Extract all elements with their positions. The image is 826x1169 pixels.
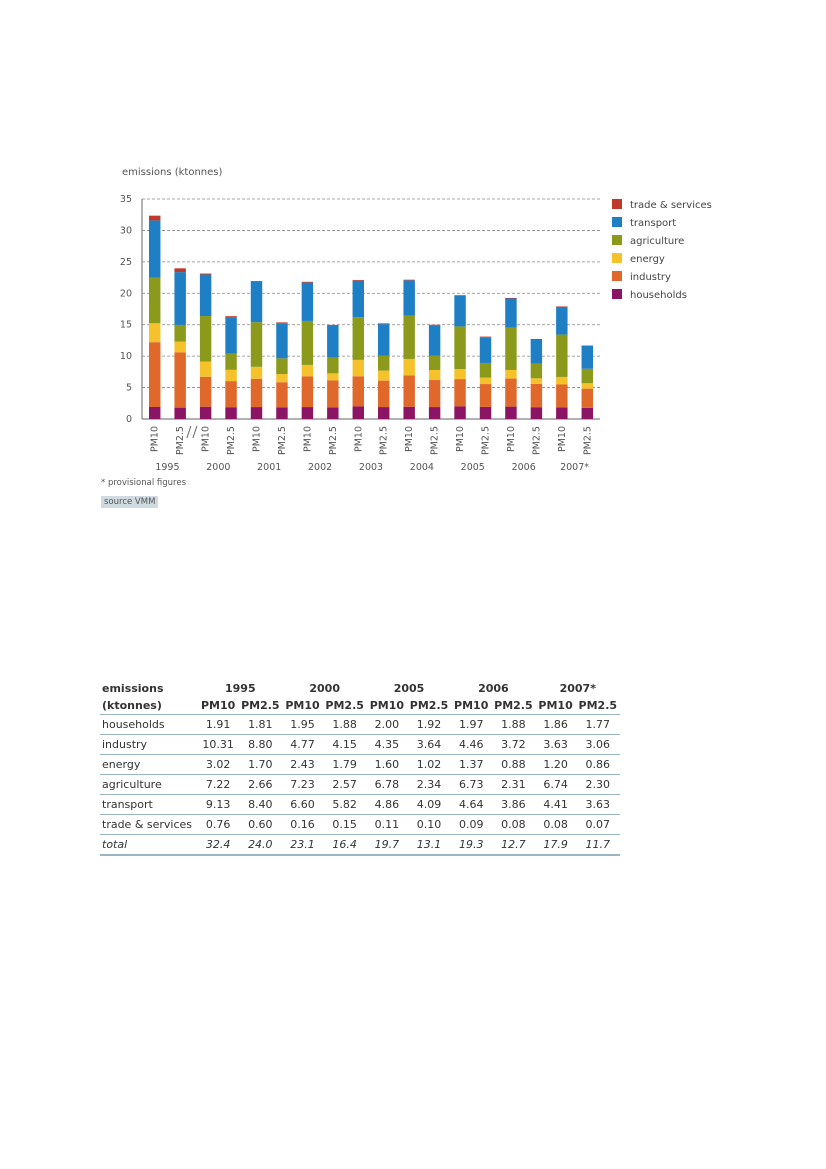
row-label: transport xyxy=(100,795,198,815)
bar-segment xyxy=(556,335,567,377)
table-row xyxy=(100,755,620,775)
row-label: households xyxy=(100,715,198,735)
bar-segment xyxy=(302,407,313,419)
bar-segment xyxy=(556,306,567,307)
year-label: 1995 xyxy=(155,462,180,473)
x-tick-label: PM10 xyxy=(353,426,365,453)
bar-segment xyxy=(454,295,465,296)
legend-swatch xyxy=(612,253,622,263)
x-tick-label: PM10 xyxy=(200,426,212,453)
bar-segment xyxy=(480,378,491,384)
bar-segment xyxy=(276,323,287,358)
bar-segment xyxy=(582,389,593,408)
table-cell: 0.09 xyxy=(451,815,491,835)
bar-segment xyxy=(378,407,389,419)
table-subhead-row xyxy=(100,697,620,715)
year-label: 2001 xyxy=(257,462,282,473)
table-cell: 4.86 xyxy=(367,795,407,815)
table-cell: 10.31 xyxy=(198,735,238,755)
y-tick-label: 25 xyxy=(119,256,132,268)
bar-segment xyxy=(454,406,465,419)
table-row xyxy=(100,815,620,835)
bar-segment xyxy=(174,268,185,272)
bar-segment xyxy=(378,371,389,381)
table-year-header: 2006 xyxy=(478,682,509,695)
table-cell: 1.88 xyxy=(491,715,535,735)
bar-segment xyxy=(327,326,338,358)
bar-segment xyxy=(403,316,414,359)
table-cell: 6.60 xyxy=(283,795,323,815)
y-axis-title: emissions (ktonnes) xyxy=(122,167,223,178)
legend-swatch xyxy=(612,289,622,299)
table-row xyxy=(100,795,620,815)
table-cell: 1.79 xyxy=(323,755,367,775)
table-cell: 8.40 xyxy=(238,795,282,815)
x-tick-label: PM2.5 xyxy=(582,426,594,456)
bar-segment xyxy=(225,316,236,317)
x-tick-label: PM10 xyxy=(505,426,517,453)
bar-segment xyxy=(531,339,542,340)
bar-segment xyxy=(505,370,516,379)
table-cell: 24.0 xyxy=(238,835,282,856)
table-cell: 0.60 xyxy=(238,815,282,835)
bar-segment xyxy=(276,374,287,382)
bar-segment xyxy=(480,337,491,338)
legend-label: industry xyxy=(630,272,671,283)
table-cell: 23.1 xyxy=(283,835,323,856)
bar-segment xyxy=(480,363,491,378)
table-subheader: PM10 xyxy=(451,697,491,715)
x-tick-label: PM10 xyxy=(302,426,314,453)
bar-segment xyxy=(556,384,567,407)
bar-segment xyxy=(353,317,364,360)
bar-segment xyxy=(429,380,440,407)
legend-swatch xyxy=(612,199,622,209)
table-cell: 1.77 xyxy=(576,715,620,735)
bar-segment xyxy=(582,408,593,419)
bar-segment xyxy=(353,360,364,376)
bar-segment xyxy=(378,381,389,407)
table-cell: 2.57 xyxy=(323,775,367,795)
x-tick-label: PM2.5 xyxy=(378,426,390,456)
x-tick-label: PM2.5 xyxy=(480,426,492,456)
table-cell: 4.64 xyxy=(451,795,491,815)
bar-segment xyxy=(582,346,593,369)
bar-segment xyxy=(174,325,185,342)
bar-segment xyxy=(353,281,364,317)
table-cell: 0.15 xyxy=(323,815,367,835)
x-tick-label: PM2.5 xyxy=(327,426,339,456)
bar-segment xyxy=(225,407,236,419)
bar-segment xyxy=(429,325,440,326)
y-tick-label: 30 xyxy=(119,225,132,237)
row-label: agriculture xyxy=(100,775,198,795)
table-cell: 12.7 xyxy=(491,835,535,856)
bar-segment xyxy=(149,323,160,342)
table-head-label-1: emissions xyxy=(102,682,164,695)
bar-segment xyxy=(149,407,160,419)
row-label: total xyxy=(100,835,198,856)
bar-segment xyxy=(225,317,236,354)
table-cell: 6.78 xyxy=(367,775,407,795)
bar-segment xyxy=(302,365,313,376)
bar-segment xyxy=(327,407,338,419)
bar-segment xyxy=(582,383,593,388)
x-tick-label: PM10 xyxy=(455,426,467,453)
y-tick-label: 20 xyxy=(119,288,132,300)
table-cell: 19.7 xyxy=(367,835,407,856)
bar-segment xyxy=(225,381,236,407)
bar-segment xyxy=(251,379,262,407)
bar-segment xyxy=(378,323,389,324)
bar-segment xyxy=(556,407,567,419)
table-cell: 2.66 xyxy=(238,775,282,795)
table-cell: 0.86 xyxy=(576,755,620,775)
table-cell: 16.4 xyxy=(323,835,367,856)
year-label: 2005 xyxy=(460,462,485,473)
bar-segment xyxy=(378,356,389,371)
bar-segment xyxy=(174,352,185,407)
bar-segment xyxy=(276,382,287,407)
bar-segment xyxy=(403,280,414,281)
x-tick-label: PM2.5 xyxy=(429,426,441,456)
bar-segment xyxy=(353,376,364,406)
bar-segment xyxy=(531,407,542,419)
table-cell: 6.73 xyxy=(451,775,491,795)
table-cell: 4.41 xyxy=(536,795,576,815)
table-subheader: PM10 xyxy=(367,697,407,715)
table-cell: 0.16 xyxy=(283,815,323,835)
legend-swatch xyxy=(612,271,622,281)
table-cell: 2.00 xyxy=(367,715,407,735)
bar-segment xyxy=(429,356,440,370)
table-cell: 7.22 xyxy=(198,775,238,795)
table-cell: 4.35 xyxy=(367,735,407,755)
provisional-note: * provisional figures xyxy=(101,478,186,488)
table-cell: 1.20 xyxy=(536,755,576,775)
y-tick-label: 10 xyxy=(119,351,132,363)
bar-segment xyxy=(429,370,440,380)
y-tick-label: 5 xyxy=(125,382,132,394)
bar-segment xyxy=(378,324,389,355)
table-cell: 2.43 xyxy=(283,755,323,775)
bar-segment xyxy=(149,216,160,221)
table-cell: 1.70 xyxy=(238,755,282,775)
table-year-header: 2007* xyxy=(559,682,596,695)
table-cell: 4.09 xyxy=(407,795,451,815)
bar-segment xyxy=(200,407,211,419)
source-label: source VMM xyxy=(101,496,158,508)
bar-segment xyxy=(429,407,440,419)
x-tick-label: PM10 xyxy=(251,426,263,453)
table-cell: 1.81 xyxy=(238,715,282,735)
table-cell: 1.86 xyxy=(536,715,576,735)
table-cell: 1.91 xyxy=(198,715,238,735)
bar-segment xyxy=(302,376,313,407)
bar-segment xyxy=(276,358,287,374)
x-tick-label: PM10 xyxy=(556,426,568,453)
table-cell: 3.72 xyxy=(491,735,535,755)
table-head-label-2: (ktonnes) xyxy=(100,697,198,715)
table-subheader: PM2.5 xyxy=(576,697,620,715)
bar-segment xyxy=(531,378,542,384)
table-row xyxy=(100,715,620,735)
bar-segment xyxy=(429,325,440,355)
bar-segment xyxy=(505,407,516,419)
table-subheader: PM2.5 xyxy=(491,697,535,715)
x-tick-label: PM2.5 xyxy=(276,426,288,456)
bar-segment xyxy=(251,322,262,367)
bar-segment xyxy=(454,379,465,406)
table-cell: 1.92 xyxy=(407,715,451,735)
table-cell: 32.4 xyxy=(198,835,238,856)
x-tick-label: PM10 xyxy=(404,426,416,453)
bar-segment xyxy=(251,407,262,419)
year-label: 2000 xyxy=(206,462,231,473)
legend-label: households xyxy=(630,290,687,301)
bar-segment xyxy=(302,282,313,283)
table-cell: 4.15 xyxy=(323,735,367,755)
table-year-header: 2000 xyxy=(309,682,340,695)
year-label: 2002 xyxy=(308,462,333,473)
bar-segment xyxy=(200,316,211,361)
table-year-header: 1995 xyxy=(225,682,256,695)
bar-segment xyxy=(403,407,414,419)
table-cell: 1.88 xyxy=(323,715,367,735)
bar-segment xyxy=(531,364,542,379)
stacked-bar-chart xyxy=(0,0,826,480)
table-cell: 1.97 xyxy=(451,715,491,735)
table-cell: 9.13 xyxy=(198,795,238,815)
bar-segment xyxy=(302,321,313,365)
row-label: energy xyxy=(100,755,198,775)
bar-segment xyxy=(556,307,567,335)
table-cell: 0.10 xyxy=(407,815,451,835)
table-cell: 0.08 xyxy=(491,815,535,835)
table-cell: 7.23 xyxy=(283,775,323,795)
bar-segment xyxy=(505,379,516,407)
table-subheader: PM10 xyxy=(283,697,323,715)
bar-segment xyxy=(327,373,338,380)
bar-segment xyxy=(480,384,491,407)
bar-segment xyxy=(531,339,542,363)
table-cell: 11.7 xyxy=(576,835,620,856)
bar-segment xyxy=(582,369,593,383)
legend-label: energy xyxy=(630,254,665,265)
bar-segment xyxy=(251,282,262,322)
bar-segment xyxy=(403,375,414,406)
bar-segment xyxy=(327,358,338,374)
table-subheader: PM2.5 xyxy=(407,697,451,715)
table-cell: 4.46 xyxy=(451,735,491,755)
legend-label: agriculture xyxy=(630,236,685,247)
year-label: 2004 xyxy=(409,462,434,473)
table-cell: 0.08 xyxy=(536,815,576,835)
bar-segment xyxy=(200,275,211,316)
axis-break-mark xyxy=(193,426,197,438)
table-subheader: PM10 xyxy=(536,697,576,715)
table-year-row xyxy=(100,680,620,697)
bar-segment xyxy=(480,407,491,419)
year-label: 2006 xyxy=(511,462,536,473)
row-label: industry xyxy=(100,735,198,755)
table-cell: 3.86 xyxy=(491,795,535,815)
bar-segment xyxy=(149,278,160,323)
table-cell: 1.95 xyxy=(283,715,323,735)
table-cell: 1.02 xyxy=(407,755,451,775)
bar-segment xyxy=(225,370,236,381)
bar-segment xyxy=(276,322,287,323)
bar-segment xyxy=(200,361,211,376)
table-cell: 8.80 xyxy=(238,735,282,755)
x-tick-label: PM2.5 xyxy=(226,426,238,456)
table-cell: 19.3 xyxy=(451,835,491,856)
bar-segment xyxy=(251,281,262,282)
legend-label: trade & services xyxy=(630,200,712,211)
table-cell: 3.63 xyxy=(576,795,620,815)
table-cell: 1.37 xyxy=(451,755,491,775)
row-label: trade & services xyxy=(100,815,198,835)
bar-segment xyxy=(276,407,287,419)
bar-segment xyxy=(403,280,414,315)
table-cell: 1.60 xyxy=(367,755,407,775)
bar-segment xyxy=(327,380,338,407)
y-tick-label: 35 xyxy=(119,194,132,205)
table-cell: 2.34 xyxy=(407,775,451,795)
table-cell: 0.07 xyxy=(576,815,620,835)
table-cell: 0.76 xyxy=(198,815,238,835)
bar-segment xyxy=(403,359,414,375)
bar-segment xyxy=(225,354,236,370)
table-subheader: PM10 xyxy=(198,697,238,715)
bar-segment xyxy=(200,377,211,407)
table-cell: 2.31 xyxy=(491,775,535,795)
table-row xyxy=(100,775,620,795)
bar-segment xyxy=(200,274,211,275)
table-row xyxy=(100,735,620,755)
table-body xyxy=(100,715,620,856)
bar-segment xyxy=(327,325,338,326)
bar-segment xyxy=(454,296,465,327)
table-cell: 2.30 xyxy=(576,775,620,795)
x-tick-label: PM2.5 xyxy=(531,426,543,456)
bar-segment xyxy=(505,298,516,299)
bar-segment xyxy=(454,369,465,379)
bar-segment xyxy=(454,326,465,369)
table-subheader: PM2.5 xyxy=(323,697,367,715)
bar-segment xyxy=(531,384,542,407)
bar-segment xyxy=(302,283,313,321)
legend-swatch xyxy=(612,235,622,245)
x-tick-label: PM2.5 xyxy=(175,426,187,456)
axis-break-mark xyxy=(187,426,191,438)
table-cell: 0.88 xyxy=(491,755,535,775)
x-tick-label: PM10 xyxy=(149,426,161,453)
year-label: 2007* xyxy=(560,462,590,473)
emissions-table xyxy=(100,680,620,856)
y-tick-label: 0 xyxy=(125,414,132,425)
bar-segment xyxy=(353,406,364,419)
table-total-row xyxy=(100,835,620,856)
bar-segment xyxy=(353,280,364,281)
table-year-header: 2005 xyxy=(393,682,425,695)
table-cell: 3.02 xyxy=(198,755,238,775)
table-cell: 6.74 xyxy=(536,775,576,795)
legend-swatch xyxy=(612,217,622,227)
bar-segment xyxy=(174,408,185,419)
bar-segment xyxy=(174,342,185,353)
table-cell: 3.63 xyxy=(536,735,576,755)
bar-segment xyxy=(149,220,160,277)
table-cell: 5.82 xyxy=(323,795,367,815)
table-subheader: PM2.5 xyxy=(238,697,282,715)
bar-segment xyxy=(556,377,567,385)
bar-segment xyxy=(149,342,160,407)
bar-segment xyxy=(174,272,185,325)
table-cell: 13.1 xyxy=(407,835,451,856)
table-cell: 0.11 xyxy=(367,815,407,835)
y-tick-label: 15 xyxy=(119,319,132,331)
bar-segment xyxy=(505,328,516,370)
table-cell: 3.06 xyxy=(576,735,620,755)
table-cell: 17.9 xyxy=(536,835,576,856)
table-cell: 4.77 xyxy=(283,735,323,755)
legend-label: transport xyxy=(630,218,677,229)
bar-segment xyxy=(251,367,262,379)
table-cell: 3.64 xyxy=(407,735,451,755)
year-label: 2003 xyxy=(358,462,384,473)
bar-segment xyxy=(505,299,516,328)
bar-segment xyxy=(480,337,491,363)
